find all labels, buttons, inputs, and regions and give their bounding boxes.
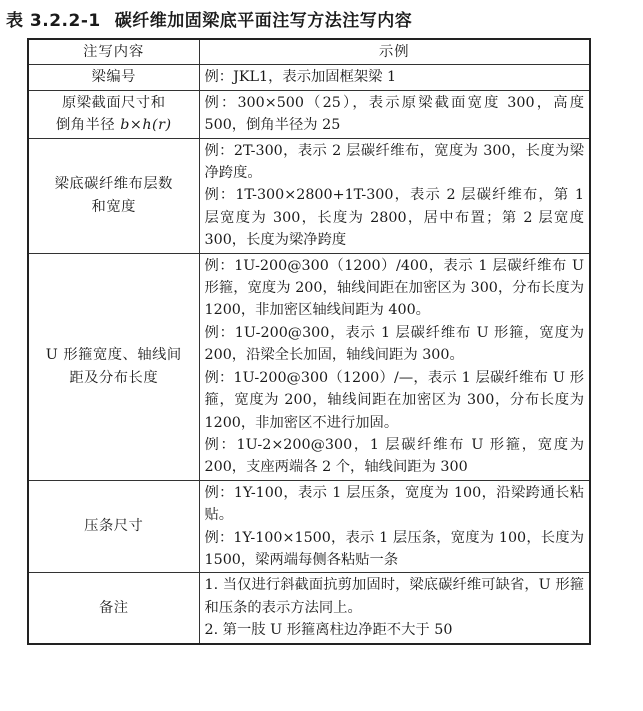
row-example-u-hoop <box>199 253 590 480</box>
row-example-beam-number <box>199 65 590 90</box>
table-header-row <box>28 39 590 65</box>
table-caption <box>6 6 412 31</box>
row-example-remarks <box>199 573 590 644</box>
table-number: 表 3.2.2-1 <box>6 11 101 31</box>
example-line: 例：1U-200@300（1200）/—，表示 1 层碳纤维布 U 形箍，宽度为 200，轴线间距在加密区为 300，分布长度为 1200，非加密区不进行加固。 <box>204 369 584 431</box>
example-line: 例：1Y-100×1500，表示 1 层压条，宽度为 100，长度为 1500，梁两端每侧各粘贴一条 <box>204 529 584 568</box>
label-line: 倒角半径 <box>55 117 121 134</box>
row-label-section-size <box>28 90 199 138</box>
table-row <box>28 253 590 480</box>
example-line: 例：1Y-100，表示 1 层压条，宽度为 100，沿梁跨通长粘贴。 <box>204 484 584 524</box>
example-line: 例：1U-200@300，表示 1 层碳纤维布 U 形箍，宽度为 200，沿梁全长加固，轴线间距为 300。 <box>204 324 584 364</box>
header-example: 示例 <box>199 39 590 65</box>
table-row <box>28 90 590 138</box>
header-content: 注写内容 <box>28 39 199 65</box>
table-row <box>28 480 590 573</box>
row-label-beam-number: 梁编号 <box>28 65 199 90</box>
row-label-u-hoop: U 形箍宽度、轴线间距及分布长度 <box>28 253 199 480</box>
remark-line: 1. 当仅进行斜截面抗剪加固时，梁底碳纤维可缺省，U 形箍和压条的表示方法同上。 <box>204 577 584 616</box>
example-line: 例：1U-2×200@300，1 层碳纤维布 U 形箍，宽度为 200，支座两端各 2 个，轴线间距为 300 <box>204 436 584 476</box>
label-line: 原梁截面尺寸和 <box>61 94 166 111</box>
table-row <box>28 573 590 644</box>
remark-line: 2. 第一肢 U 形箍离柱边净距不大于 50 <box>204 622 453 639</box>
row-example-section-size <box>199 90 590 138</box>
formula-text: b×h(r) <box>120 117 172 134</box>
row-label-cfrp-layers: 梁底碳纤维布层数和宽度 <box>28 138 199 253</box>
row-label-strip-size: 压条尺寸 <box>28 480 199 573</box>
table-row <box>28 65 590 90</box>
table-row <box>28 138 590 253</box>
row-example-strip-size <box>199 480 590 573</box>
annotation-content-table <box>27 38 591 645</box>
example-line: 例：300×500（25），表示原梁截面宽度 300，高度 500，倒角半径为 25 <box>204 94 584 134</box>
row-example-cfrp-layers <box>199 138 590 253</box>
table-title: 碳纤维加固梁底平面注写方法注写内容 <box>114 11 413 31</box>
example-line: 例：2T-300，表示 2 层碳纤维布，宽度为 300，长度为梁净跨度。 <box>204 142 584 182</box>
row-label-remarks: 备注 <box>28 573 199 644</box>
example-line: 例：JKL1，表示加固框架梁 1 <box>204 69 397 86</box>
example-line: 例：1U-200@300（1200）/400，表示 1 层碳纤维布 U 形箍，宽度为 200，轴线间距在加密区为 300，分布长度为 1200，非加密区轴线间距为 400。 <box>204 257 584 319</box>
example-line: 例：1T-300×2800+1T-300，表示 2 层碳纤维布，第 1 层宽度为 300，长度为 2800，居中布置；第 2 层宽度 300，长度为梁净跨度 <box>204 187 584 249</box>
